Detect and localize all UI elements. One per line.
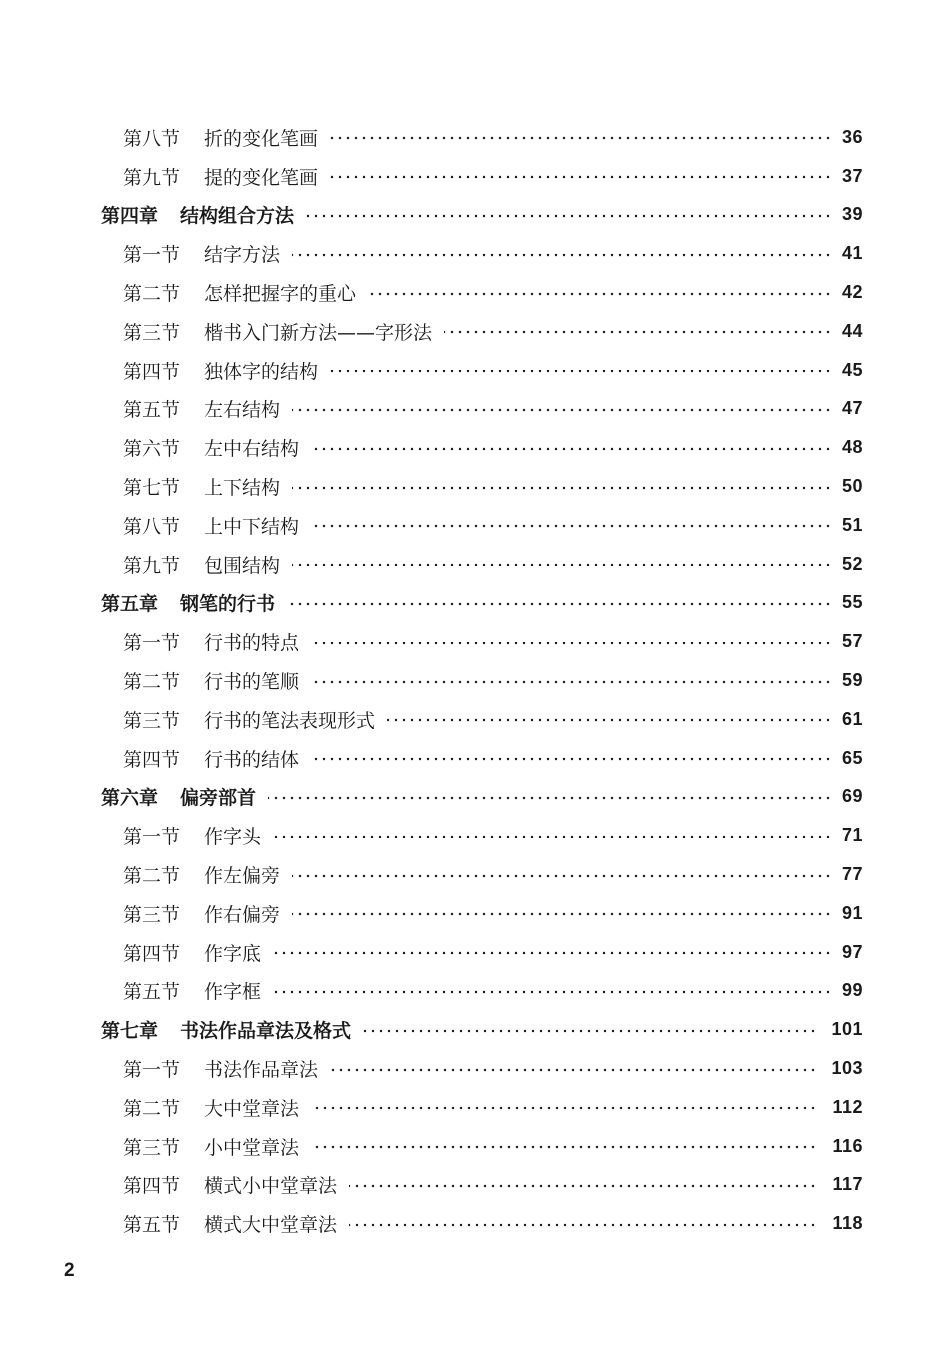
chapter-number: 第五章	[101, 593, 159, 616]
toc-page-number: 71	[841, 825, 863, 846]
toc-page-number: 91	[841, 902, 863, 923]
toc-section-entry	[0, 273, 950, 312]
toc-entry-label	[123, 473, 280, 500]
toc-chapter-entry	[0, 196, 950, 235]
section-number: 第三节	[123, 1136, 181, 1159]
toc-entry-label	[123, 1210, 337, 1237]
section-title: 上下结构	[204, 477, 281, 500]
toc-section-entry	[0, 545, 950, 584]
toc-entry-label	[123, 900, 280, 927]
section-title: 大中堂章法	[204, 1097, 300, 1120]
section-title: 作字底	[204, 942, 262, 965]
section-title: 折的变化笔画	[204, 127, 319, 150]
section-number: 第八节	[123, 515, 181, 538]
toc-entry-label	[123, 939, 261, 966]
section-title: 行书的笔法表现形式	[204, 709, 376, 732]
section-number: 第四节	[123, 942, 181, 965]
dot-leader	[311, 1145, 817, 1149]
toc-entry-label	[123, 667, 299, 694]
section-title: 上中下结构	[204, 515, 300, 538]
toc-entry-label	[123, 240, 280, 267]
section-title: 横式小中堂章法	[204, 1175, 338, 1198]
dot-leader	[330, 136, 832, 140]
section-number: 第三节	[123, 903, 181, 926]
toc-page-number: 117	[832, 1174, 863, 1195]
toc-page-number: 112	[832, 1096, 863, 1117]
section-title: 左右结构	[204, 399, 281, 422]
toc-page-number: 48	[841, 437, 863, 458]
toc-page-number: 69	[841, 786, 863, 807]
toc-section-entry	[0, 428, 950, 467]
toc-entry-label	[123, 124, 318, 151]
dot-leader	[292, 563, 832, 567]
section-number: 第四节	[123, 1175, 181, 1198]
toc-page-number: 116	[832, 1135, 863, 1156]
section-number: 第七节	[123, 477, 181, 500]
dot-leader	[311, 447, 832, 451]
dot-leader	[273, 835, 832, 839]
dot-leader	[292, 486, 832, 490]
section-title: 书法作品章法	[204, 1059, 319, 1082]
dot-leader	[387, 718, 832, 722]
toc-section-entry	[0, 816, 950, 855]
toc-entry-label	[123, 977, 261, 1004]
section-number: 第五节	[123, 981, 181, 1004]
dot-leader	[287, 602, 832, 606]
toc-section-entry	[0, 312, 950, 351]
toc-page-number: 77	[841, 864, 863, 885]
toc-section-entry	[0, 739, 950, 778]
toc-page-number: 42	[841, 282, 863, 303]
toc-section-entry	[0, 972, 950, 1011]
dot-leader	[292, 408, 832, 412]
section-number: 第一节	[123, 632, 181, 655]
section-number: 第九节	[123, 166, 181, 189]
chapter-number: 第六章	[101, 787, 159, 810]
toc-section-entry	[0, 1166, 950, 1205]
toc-entry-label	[123, 861, 280, 888]
section-title: 提的变化笔画	[204, 166, 319, 189]
section-number: 第八节	[123, 127, 181, 150]
dot-leader	[292, 912, 832, 916]
toc-entry-label	[123, 512, 299, 539]
chapter-number: 第七章	[101, 1020, 159, 1043]
toc-section-entry	[0, 1049, 950, 1088]
section-title: 独体字的结构	[204, 360, 319, 383]
section-title: 包围结构	[204, 554, 281, 577]
dot-leader	[311, 1106, 817, 1110]
toc-section-entry	[0, 622, 950, 661]
toc-page-number: 103	[831, 1058, 863, 1079]
toc-page-number: 41	[841, 243, 863, 264]
section-number: 第三节	[123, 709, 181, 732]
dot-leader	[292, 874, 832, 878]
dot-leader	[330, 369, 832, 373]
table-of-contents	[0, 118, 950, 1243]
toc-page-number: 39	[841, 204, 863, 225]
toc-entry-label	[123, 279, 356, 306]
dot-leader	[330, 1068, 817, 1072]
section-number: 第四节	[123, 748, 181, 771]
toc-section-entry	[0, 1204, 950, 1243]
toc-entry-label	[123, 163, 318, 190]
chapter-title: 钢笔的行书	[180, 593, 276, 616]
toc-page-number: 101	[831, 1019, 863, 1040]
toc-section-entry	[0, 390, 950, 429]
dot-leader	[311, 757, 832, 761]
toc-section-entry	[0, 700, 950, 739]
toc-page-number: 36	[841, 126, 863, 147]
toc-page-number: 55	[841, 592, 863, 613]
toc-entry-label	[101, 783, 256, 810]
section-number: 第三节	[123, 321, 181, 344]
section-number: 第二节	[123, 671, 181, 694]
section-title: 作字头	[204, 826, 262, 849]
dot-leader	[368, 292, 832, 296]
toc-entry-label	[123, 395, 280, 422]
page-number: 2	[64, 1260, 75, 1281]
toc-entry-label	[123, 1171, 337, 1198]
section-title: 结字方法	[204, 244, 281, 267]
toc-chapter-entry	[0, 778, 950, 817]
dot-leader	[349, 1223, 817, 1227]
toc-page-number: 47	[841, 398, 863, 419]
section-number: 第九节	[123, 554, 181, 577]
dot-leader	[268, 796, 832, 800]
toc-section-entry	[0, 894, 950, 933]
section-number: 第二节	[123, 865, 181, 888]
toc-page-number: 37	[841, 165, 863, 186]
toc-chapter-entry	[0, 1010, 950, 1049]
dot-leader	[311, 680, 832, 684]
toc-page-number: 59	[841, 670, 863, 691]
toc-page-number: 45	[841, 359, 863, 380]
section-title: 左中右结构	[204, 438, 300, 461]
section-title: 行书的笔顺	[204, 671, 300, 694]
section-number: 第二节	[123, 283, 181, 306]
chapter-title: 偏旁部首	[180, 787, 257, 810]
toc-entry-label	[101, 201, 294, 228]
toc-page-number: 118	[832, 1213, 863, 1234]
chapter-number: 第四章	[101, 205, 159, 228]
section-number: 第六节	[123, 438, 181, 461]
dot-leader	[292, 253, 832, 257]
dot-leader	[444, 330, 832, 334]
section-title: 怎样把握字的重心	[204, 283, 357, 306]
toc-section-entry	[0, 661, 950, 700]
toc-page-number: 51	[841, 514, 863, 535]
toc-entry-label	[123, 706, 375, 733]
toc-section-entry	[0, 855, 950, 894]
dot-leader	[330, 175, 832, 179]
dot-leader	[273, 951, 832, 955]
chapter-title: 结构组合方法	[180, 205, 295, 228]
toc-section-entry	[0, 118, 950, 157]
section-number: 第五节	[123, 1214, 181, 1237]
section-title: 作左偏旁	[204, 865, 281, 888]
toc-section-entry	[0, 157, 950, 196]
toc-entry-label	[123, 357, 318, 384]
toc-entry-label	[123, 1094, 299, 1121]
toc-section-entry	[0, 351, 950, 390]
section-number: 第一节	[123, 244, 181, 267]
toc-page-number: 61	[841, 708, 863, 729]
section-number: 第五节	[123, 399, 181, 422]
toc-section-entry	[0, 506, 950, 545]
toc-section-entry	[0, 1088, 950, 1127]
toc-entry-label	[123, 434, 299, 461]
toc-page-number: 99	[841, 980, 863, 1001]
toc-page-number: 52	[841, 553, 863, 574]
section-title: 行书的结体	[204, 748, 300, 771]
toc-page-number: 57	[841, 631, 863, 652]
toc-section-entry	[0, 933, 950, 972]
section-title: 行书的特点	[204, 632, 300, 655]
dot-leader	[311, 641, 832, 645]
toc-entry-label	[101, 1016, 351, 1043]
toc-chapter-entry	[0, 584, 950, 623]
section-title: 作字框	[204, 981, 262, 1004]
toc-entry-label	[101, 589, 275, 616]
toc-page-number: 50	[841, 476, 863, 497]
section-number: 第四节	[123, 360, 181, 383]
toc-section-entry	[0, 1127, 950, 1166]
toc-page-number: 65	[841, 747, 863, 768]
dot-leader	[306, 214, 832, 218]
toc-page-number: 97	[841, 941, 863, 962]
dot-leader	[349, 1184, 817, 1188]
section-title: 楷书入门新方法——字形法	[204, 321, 433, 344]
toc-entry-label	[123, 1055, 318, 1082]
section-number: 第一节	[123, 1059, 181, 1082]
section-number: 第二节	[123, 1097, 181, 1120]
section-title: 小中堂章法	[204, 1136, 300, 1159]
toc-section-entry	[0, 234, 950, 273]
chapter-title: 书法作品章法及格式	[180, 1020, 352, 1043]
toc-section-entry	[0, 467, 950, 506]
dot-leader	[273, 990, 832, 994]
toc-entry-label	[123, 1133, 299, 1160]
section-title: 横式大中堂章法	[204, 1214, 338, 1237]
toc-entry-label	[123, 318, 432, 345]
section-title: 作右偏旁	[204, 903, 281, 926]
dot-leader	[363, 1029, 817, 1033]
toc-page-number: 44	[841, 320, 863, 341]
toc-entry-label	[123, 551, 280, 578]
toc-entry-label	[123, 822, 261, 849]
dot-leader	[311, 524, 832, 528]
section-number: 第一节	[123, 826, 181, 849]
toc-entry-label	[123, 628, 299, 655]
toc-entry-label	[123, 745, 299, 772]
